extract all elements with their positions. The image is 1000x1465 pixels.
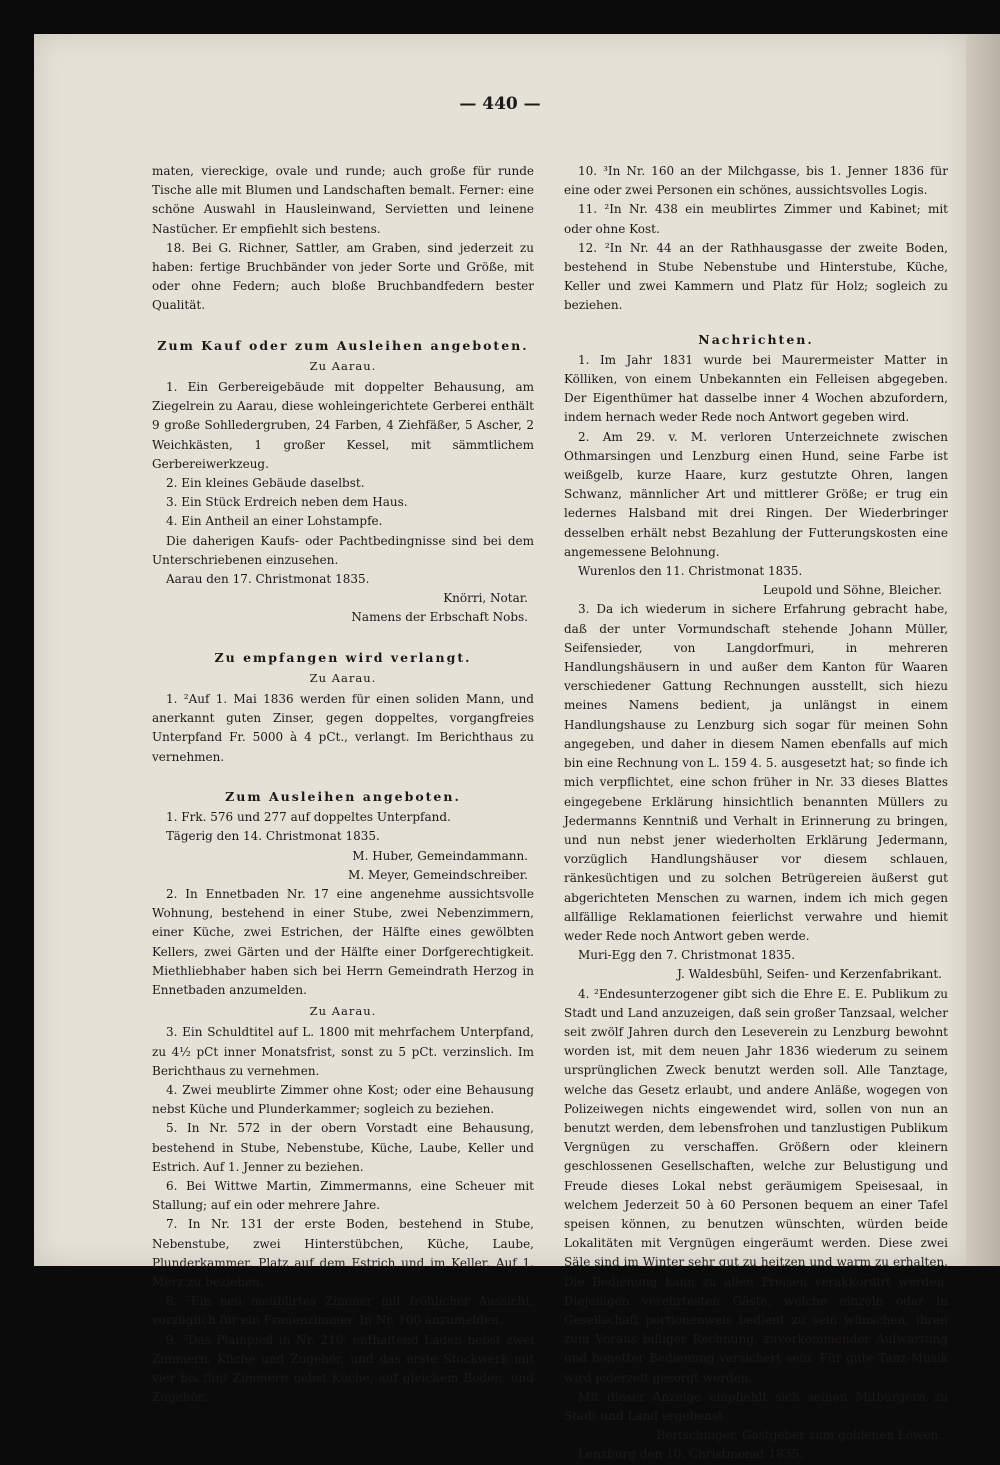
signature-line: Leupold und Söhne, Bleicher. xyxy=(762,583,942,598)
paragraph: 2. Am 29. v. M. verloren Unterzeichnete zwischen Othmarsingen und Lenzburg einen Hund, seine Farbe ist weißgelb, kurze Haare, kurz gestutzte Ohren, langen Schwanz, männlicher Art und mittlerer Größe; er trug ein ledernes Halsband mit drei Ringen. Der Wiederbringer desselben erhält nebst Bezahlung der Futterungskosten eine angemessene Belohnung. xyxy=(564,429,948,559)
paragraph: 10. ³In Nr. 160 an der Milchgasse, bis 1. Jenner 1836 für eine oder zwei Personen ein schönes, aussichtsvolles Logis. xyxy=(564,164,948,198)
paragraph: 4. ²Endesunterzogener gibt sich die Ehre E. E. Publikum zu Stadt und Land anzuzeigen, daß sein großer Tanzsaal, welcher seit zwölf Jahren durch den Leseverein zu Lenzburg bewohnt worden ist, mit dem neuen Jahr 1836 wiederum zu seinem ursprünglichen Zweck benutzt werden soll. Alle Tanztage, welche das Gesetz erlaubt, und andere Anläße, wogegen von Polizeiwegen nichts eingewendet wird, sollen von nun an benutzt werden, dem lebensfrohen und tanzlustigen Publikum Vergnügen zu verschaffen. Größern oder kleinern geschlossenen Gesellschaften, welche zur Belustigung und Freude dieses Lokal nebst geräumigem Speisesaal, in welchem Jederzeit 50 à 60 Personen bequem an einer Tafel speisen können, zu benutzen wünschten, würden beide Lokalitäten mit Vergnügen eingeräumt werden. Diese zwei Säle sind im Winter sehr gut zu heitzen und warm zu erhalten. Die Bedienung kann zu allen Preisen verakkordirt werden. Diejenigen verehrtesten Gäste, welche einzeln oder in Gesellschaft portionenweis bedient zu sein wünschen, ihren zum Voraus billiger Rechnung, zuvorkommender Aufwartung und bonetter Bedienung versichert sein. Für gute Tanz-Musik wird jederzeit gesorgt werden. xyxy=(564,986,948,1385)
location-subheading: Zu Aarau. xyxy=(309,670,377,685)
page-edge xyxy=(966,34,1000,1266)
paragraph: 9. ³Das Plainpied in Nr. 210; enthaltend Laden nebst zwei Zimmern, Küche und Zugehör, und das erste Stockwerk mit vier bis fünf Zimmern nebst Küche, auf gleichem Boden, und Zugehör. xyxy=(152,1332,534,1405)
right-column xyxy=(564,162,948,1465)
signature-line: Namens der Erbschaft Nobs. xyxy=(351,610,528,625)
paragraph: 4. Ein Antheil an einer Lohstampfe. xyxy=(166,514,383,529)
paragraph: 1. Frk. 576 und 277 auf doppeltes Unterpfand. xyxy=(166,810,451,825)
spacer xyxy=(152,767,534,781)
paragraph: 5. In Nr. 572 in der obern Vorstadt eine Behausung, bestehend in Stube, Nebenstube, Küche, Laube, Keller und Estrich. Auf 1. Jenner zu beziehen. xyxy=(152,1121,534,1174)
paragraph: 2. In Ennetbaden Nr. 17 eine angenehme aussichtsvolle Wohnung, bestehend in einer Stube, zwei Nebenzimmern, einer Küche, zwei Estrichen, der Hälfte eines gewölbten Kellers, zwei Gärten und der Hälfte einer Dorfgerechtigkeit. Miethliebhaber haben sich bei Herrn Gemeindrath Herzog in Ennetbaden anzumelden. xyxy=(152,886,534,997)
paragraph: 1. Im Jahr 1831 wurde bei Maurermeister Matter in Kölliken, von einem Unbekannten ein Felleisen abgegeben. Der Eigenthümer hat dasselbe inner 4 Wochen abzufordern, indem hernach weder Rede noch Antwort gegeben wird. xyxy=(564,352,948,425)
paragraph: 7. In Nr. 131 der erste Boden, bestehend in Stube, Nebenstube, zwei Hinterstübchen, Küche, Laube, Plunderkammer, Platz auf dem Estrich und im Keller. Auf 1. Merz zu beziehen. xyxy=(152,1217,534,1289)
paragraph: 4. Zwei meublirte Zimmer ohne Kost; oder eine Behausung nebst Küche und Plunderkammer; sogleich zu beziehen. xyxy=(152,1082,534,1117)
paragraph: 3. Da ich wiederum in sichere Erfahrung gebracht habe, daß der unter Vormundschaft stehende Johann Müller, Seifensieder, von Langdorfmuri, in mehreren Handlungshäusern in und außer dem Kanton für Waaren verschiedener Gattung Rechnungen ausstellt, sich hiezu meines Namens bedient, ja unlängst in einem Handlungshause zu Lenzburg sich sogar für meinen Sohn angegeben, und daher in diesem Namen ebenfalls auf mich bin eine Rechnung von L. 159 4. 5. ausgesetzt hat; so finde ich mich verpflichtet, eine schon früher in Nr. 33 dieses Blattes eingegebene Erklärung hinsichtlich benannten Müllers zu Jedermanns Kenntniß und Verhalt in Erinnerung zu bringen, und nun nebst jener wiederholten Erklärung Jedermann, vorzüglich Handlungshäuser vor diesem schlauen, ränkesüchtigen und zu solchen Betrügereien äußerst gut abgerichteten Menschen zu warnen, indem ich mich gegen allfällige Reklamationen feierlichst verwahre und hiemit weder Rede noch Antwort geben werde. xyxy=(564,602,948,943)
paragraph: Lenzburg den 10. Christmonat 1835. xyxy=(578,1447,803,1462)
signature-line: M. Meyer, Gemeindschreiber. xyxy=(348,867,528,882)
paragraph: 2. Ein kleines Gebäude daselbst. xyxy=(166,476,365,491)
paragraph: 18. Bei G. Richner, Sattler, am Graben, sind jederzeit zu haben: fertige Bruchbänder von jeder Sorte und Größe, mit oder ohne Federn; auch bloße Bruchbandfedern bester Qualität. xyxy=(152,240,534,313)
section-heading: Zum Kauf oder zum Ausleihen angeboten. xyxy=(157,337,529,353)
paragraph: 6. Bei Wittwe Martin, Zimmermanns, eine Scheuer mit Stallung; auf ein oder mehrere Jahre. xyxy=(152,1178,534,1213)
paragraph: 8. ²Ein neu meublirtes Zimmer mit fröhlicher Aussicht, vorzüglich für ein Frauenzimmer. In Nr. 100 anzumelden. xyxy=(152,1294,534,1328)
location-subheading: Zu Aarau. xyxy=(309,1004,377,1019)
paragraph: 1. ²Auf 1. Mai 1836 werden für einen soliden Mann, und anerkannt guten Zinser, gegen doppeltes, vorgangfreies Unterpfand Fr. 5000 à 4 pCt., verlangt. Im Berichthaus zu vernehmen. xyxy=(152,692,534,764)
newspaper-page xyxy=(34,34,966,1462)
spacer xyxy=(564,316,948,324)
signature-line: M. Huber, Gemeindammann. xyxy=(352,848,528,863)
paragraph: Die daherigen Kaufs- oder Pachtbedingnisse sind bei dem Unterschriebenen einzusehen. xyxy=(152,533,534,567)
paragraph: Mit dieser Anzeige empfiehlt sich seinen Mitbürgern zu Stadt und Land ergebenst xyxy=(564,1389,948,1423)
paragraph: maten, viereckige, ovale und runde; auch große für runde Tische alle mit Blumen und Landschaften bemalt. Ferner: eine schöne Auswahl in Hausleinwand, Servietten und leinene Nastücher. Er empfiehlt sich bestens. xyxy=(152,164,534,236)
signature-line: J. Waldesbühl, Seifen- und Kerzenfabrikant. xyxy=(677,967,942,982)
section-heading: Zum Ausleihen angeboten. xyxy=(225,788,461,804)
paragraph: 1. Ein Gerbereigebäude mit doppelter Behausung, am Ziegelrein zu Aarau, diese wohleingerichtete Gerberei enthält 9 große Sohlledergruben, 24 Farben, 4 Ziehfäßer, 5 Ascher, 2 Weichkästen, 1 großer Kessel, mit sämmtlichem Gerbereiwerkzeug. xyxy=(152,380,534,471)
paragraph: Muri-Egg den 7. Christmonat 1835. xyxy=(578,948,796,963)
signature-line: Knörri, Notar. xyxy=(443,591,528,606)
section-heading: Nachrichten. xyxy=(698,331,814,347)
paragraph: 3. Ein Schuldtitel auf L. 1800 mit mehrfachem Unterpfand, zu 4½ pCt inner Monatsfrist, sonst zu 5 pCt. verzinslich. Im Berichthaus zu vernehmen. xyxy=(152,1025,534,1078)
paragraph: 11. ²In Nr. 438 ein meublirtes Zimmer und Kabinet; mit oder ohne Kost. xyxy=(564,202,948,236)
paragraph: Tägerig den 14. Christmonat 1835. xyxy=(166,829,380,844)
paragraph: 12. ²In Nr. 44 an der Rathhausgasse der zweite Boden, bestehend in Stube Nebenstube und Hinterstube, Küche, Keller und zwei Kammern und Platz für Holz; sogleich zu beziehen. xyxy=(564,240,948,313)
paragraph: 3. Ein Stück Erdreich neben dem Haus. xyxy=(166,495,408,510)
signature-line: Bertschinger, Gastgeber zum goldenen Löwen. xyxy=(656,1428,942,1443)
left-column xyxy=(152,162,534,1407)
page-number: — 440 — xyxy=(459,94,541,114)
location-subheading: Zu Aarau. xyxy=(309,358,377,373)
spacer xyxy=(152,316,534,330)
spacer xyxy=(152,628,534,642)
section-heading: Zu empfangen wird verlangt. xyxy=(214,649,472,665)
paragraph: Wurenlos den 11. Christmonat 1835. xyxy=(578,564,803,579)
paragraph: Aarau den 17. Christmonat 1835. xyxy=(166,572,370,587)
